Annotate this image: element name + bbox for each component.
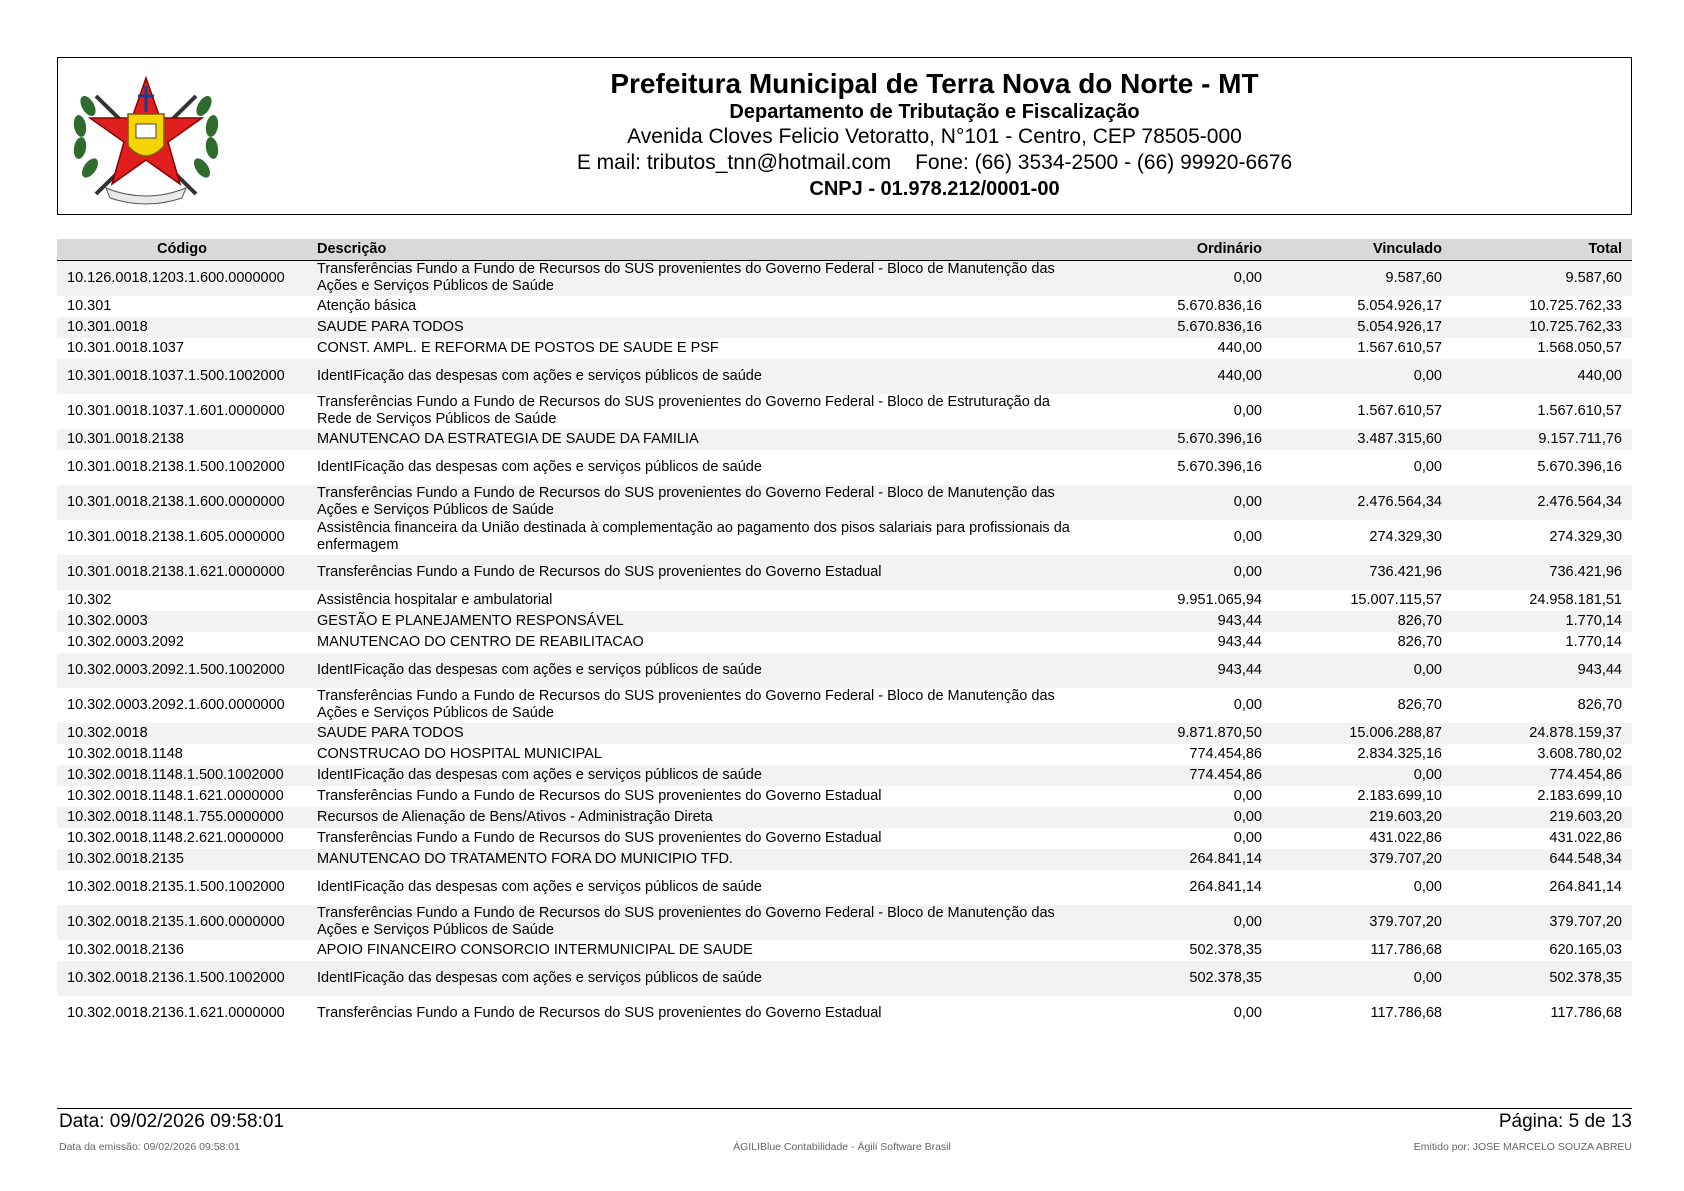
table-cell-description: Transferências Fundo a Fundo de Recursos do SUS provenientes do Governo Federal - Bloco de Estruturação da Rede de Serviços Públicos de Saúde — [307, 394, 1082, 429]
table-cell-code: 10.301.0018 — [57, 317, 307, 338]
table-cell-code: 10.302.0018.1148.1.621.0000000 — [57, 786, 307, 807]
table-row — [57, 317, 1632, 338]
table-row — [57, 632, 1632, 653]
table-cell-ordinary: 0,00 — [1082, 905, 1272, 940]
table-cell-linked: 379.707,20 — [1272, 905, 1452, 940]
emission-date: Data da emissão: 09/02/2026 09:58:01 — [59, 1141, 240, 1153]
column-header-description: Descrição — [307, 239, 1082, 261]
table-cell-ordinary: 0,00 — [1082, 485, 1272, 520]
table-row — [57, 870, 1632, 905]
table-cell-ordinary: 502.378,35 — [1082, 961, 1272, 996]
expense-table — [57, 239, 1632, 1031]
table-row — [57, 653, 1632, 688]
table-cell-linked: 117.786,68 — [1272, 996, 1452, 1031]
table-cell-linked: 3.487.315,60 — [1272, 429, 1452, 450]
table-cell-code: 10.126.0018.1203.1.600.0000000 — [57, 261, 307, 296]
table-cell-linked: 5.054.926,17 — [1272, 317, 1452, 338]
address: Avenida Cloves Felicio Vetoratto, N°101 - Centro, CEP 78505-000 — [627, 125, 1242, 148]
table-cell-description: GESTÃO E PLANEJAMENTO RESPONSÁVEL — [307, 611, 1082, 632]
table-cell-ordinary: 5.670.836,16 — [1082, 317, 1272, 338]
table-cell-code: 10.301.0018.1037 — [57, 338, 307, 359]
table-cell-code: 10.302.0018.2135.1.500.1002000 — [57, 870, 307, 905]
table-cell-ordinary: 0,00 — [1082, 996, 1272, 1031]
table-row — [57, 961, 1632, 996]
table-cell-linked: 2.476.564,34 — [1272, 485, 1452, 520]
column-header-code: Código — [57, 239, 307, 261]
table-cell-description: Assistência hospitalar e ambulatorial — [307, 590, 1082, 611]
table-cell-total: 117.786,68 — [1452, 996, 1632, 1031]
table-cell-total: 2.476.564,34 — [1452, 485, 1632, 520]
column-header-linked: Vinculado — [1272, 239, 1452, 261]
table-cell-ordinary: 440,00 — [1082, 359, 1272, 394]
table-cell-description: IdentIFicação das despesas com ações e serviços públicos de saúde — [307, 765, 1082, 786]
table-cell-code: 10.301.0018.2138.1.500.1002000 — [57, 450, 307, 485]
cnpj: CNPJ - 01.978.212/0001-00 — [809, 178, 1060, 200]
table-cell-total: 274.329,30 — [1452, 520, 1632, 555]
table-cell-code: 10.302.0003 — [57, 611, 307, 632]
table-cell-total: 1.770,14 — [1452, 611, 1632, 632]
table-cell-linked: 379.707,20 — [1272, 849, 1452, 870]
table-cell-description: MANUTENCAO DO TRATAMENTO FORA DO MUNICIPIO TFD. — [307, 849, 1082, 870]
table-cell-code: 10.302.0018.1148.1.755.0000000 — [57, 807, 307, 828]
table-cell-code: 10.302.0018.2136.1.500.1002000 — [57, 961, 307, 996]
table-cell-ordinary: 774.454,86 — [1082, 765, 1272, 786]
table-cell-description: Transferências Fundo a Fundo de Recursos do SUS provenientes do Governo Estadual — [307, 828, 1082, 849]
table-cell-total: 1.770,14 — [1452, 632, 1632, 653]
table-cell-linked: 9.587,60 — [1272, 261, 1452, 296]
table-cell-total: 219.603,20 — [1452, 807, 1632, 828]
table-cell-total: 774.454,86 — [1452, 765, 1632, 786]
software-credit: ÁGILIBlue Contabilidade - Ágili Software Brasil — [733, 1141, 951, 1153]
table-cell-linked: 117.786,68 — [1272, 940, 1452, 961]
table-cell-description: Recursos de Alienação de Bens/Ativos - Administração Direta — [307, 807, 1082, 828]
table-cell-total: 9.157.711,76 — [1452, 429, 1632, 450]
table-cell-description: CONST. AMPL. E REFORMA DE POSTOS DE SAUDE E PSF — [307, 338, 1082, 359]
table-cell-total: 379.707,20 — [1452, 905, 1632, 940]
table-cell-ordinary: 264.841,14 — [1082, 870, 1272, 905]
table-cell-code: 10.301.0018.2138.1.621.0000000 — [57, 555, 307, 590]
table-cell-description: MANUTENCAO DO CENTRO DE REABILITACAO — [307, 632, 1082, 653]
table-cell-ordinary: 264.841,14 — [1082, 849, 1272, 870]
table-cell-total: 943,44 — [1452, 653, 1632, 688]
table-cell-ordinary: 0,00 — [1082, 786, 1272, 807]
table-cell-ordinary: 5.670.396,16 — [1082, 450, 1272, 485]
table-cell-ordinary: 440,00 — [1082, 338, 1272, 359]
table-cell-linked: 15.007.115,57 — [1272, 590, 1452, 611]
table-row — [57, 261, 1632, 296]
table-cell-description: IdentIFicação das despesas com ações e serviços públicos de saúde — [307, 359, 1082, 394]
table-cell-ordinary: 5.670.396,16 — [1082, 429, 1272, 450]
table-cell-description: IdentIFicação das despesas com ações e serviços públicos de saúde — [307, 450, 1082, 485]
table-cell-total: 826,70 — [1452, 688, 1632, 723]
table-cell-total: 264.841,14 — [1452, 870, 1632, 905]
table-cell-description: MANUTENCAO DA ESTRATEGIA DE SAUDE DA FAMILIA — [307, 429, 1082, 450]
table-cell-ordinary: 943,44 — [1082, 632, 1272, 653]
table-row — [57, 940, 1632, 961]
table-cell-code: 10.302.0018.1148 — [57, 744, 307, 765]
table-cell-total: 5.670.396,16 — [1452, 450, 1632, 485]
table-cell-ordinary: 0,00 — [1082, 807, 1272, 828]
table-cell-code: 10.301 — [57, 296, 307, 317]
table-cell-total: 1.568.050,57 — [1452, 338, 1632, 359]
table-row — [57, 765, 1632, 786]
table-cell-total: 24.958.181,51 — [1452, 590, 1632, 611]
municipality-title: Prefeitura Municipal de Terra Nova do Norte - MT — [610, 68, 1259, 99]
table-cell-total: 644.548,34 — [1452, 849, 1632, 870]
table-cell-description: Atenção básica — [307, 296, 1082, 317]
table-cell-code: 10.302.0018.2135.1.600.0000000 — [57, 905, 307, 940]
report-header — [57, 57, 1632, 215]
table-row — [57, 688, 1632, 723]
table-cell-total: 24.878.159,37 — [1452, 723, 1632, 744]
table-cell-linked: 0,00 — [1272, 450, 1452, 485]
table-row — [57, 338, 1632, 359]
table-cell-total: 10.725.762,33 — [1452, 296, 1632, 317]
table-cell-code: 10.302 — [57, 590, 307, 611]
table-cell-code: 10.302.0003.2092 — [57, 632, 307, 653]
table-row — [57, 429, 1632, 450]
table-row — [57, 394, 1632, 429]
table-cell-description: APOIO FINANCEIRO CONSORCIO INTERMUNICIPAL DE SAUDE — [307, 940, 1082, 961]
table-cell-ordinary: 0,00 — [1082, 555, 1272, 590]
footer-date: Data: 09/02/2026 09:58:01 — [59, 1111, 285, 1132]
table-cell-description: Transferências Fundo a Fundo de Recursos do SUS provenientes do Governo Estadual — [307, 555, 1082, 590]
table-cell-code: 10.301.0018.1037.1.500.1002000 — [57, 359, 307, 394]
table-cell-code: 10.301.0018.2138.1.605.0000000 — [57, 520, 307, 555]
table-cell-ordinary: 0,00 — [1082, 261, 1272, 296]
department-name: Departamento de Tributação e Fiscalização — [729, 101, 1140, 123]
table-row — [57, 723, 1632, 744]
table-cell-code: 10.301.0018.2138 — [57, 429, 307, 450]
issuer-name: Emitido por: JOSE MARCELO SOUZA ABREU — [1413, 1141, 1632, 1153]
table-cell-description: IdentIFicação das despesas com ações e serviços públicos de saúde — [307, 961, 1082, 996]
table-row — [57, 611, 1632, 632]
table-row — [57, 849, 1632, 870]
table-cell-total: 736.421,96 — [1452, 555, 1632, 590]
table-cell-description: SAUDE PARA TODOS — [307, 723, 1082, 744]
table-cell-total: 440,00 — [1452, 359, 1632, 394]
table-cell-ordinary: 502.378,35 — [1082, 940, 1272, 961]
table-header-row — [57, 239, 1632, 261]
table-cell-description: IdentIFicação das despesas com ações e serviços públicos de saúde — [307, 653, 1082, 688]
table-cell-code: 10.302.0018.2136 — [57, 940, 307, 961]
table-cell-description: Transferências Fundo a Fundo de Recursos do SUS provenientes do Governo Federal - Bloco de Manutenção das Ações e Serviços Públicos de Saúde — [307, 485, 1082, 520]
page-number: Página: 5 de 13 — [1498, 1111, 1632, 1132]
table-cell-code: 10.302.0003.2092.1.500.1002000 — [57, 653, 307, 688]
footer-divider — [57, 1108, 1632, 1109]
table-row — [57, 786, 1632, 807]
contact-line — [258, 150, 1611, 176]
table-cell-code: 10.302.0018.2136.1.621.0000000 — [57, 996, 307, 1031]
table-cell-linked: 0,00 — [1272, 870, 1452, 905]
table-cell-linked: 1.567.610,57 — [1272, 394, 1452, 429]
table-cell-ordinary: 5.670.836,16 — [1082, 296, 1272, 317]
table-cell-description: IdentIFicação das despesas com ações e serviços públicos de saúde — [307, 870, 1082, 905]
table-cell-ordinary: 9.951.065,94 — [1082, 590, 1272, 611]
table-cell-total: 10.725.762,33 — [1452, 317, 1632, 338]
table-cell-code: 10.302.0018 — [57, 723, 307, 744]
table-row — [57, 828, 1632, 849]
table-cell-description: SAUDE PARA TODOS — [307, 317, 1082, 338]
municipal-crest-icon — [66, 66, 226, 206]
table-row — [57, 450, 1632, 485]
table-cell-linked: 5.054.926,17 — [1272, 296, 1452, 317]
table-cell-total: 2.183.699,10 — [1452, 786, 1632, 807]
table-cell-code: 10.302.0003.2092.1.600.0000000 — [57, 688, 307, 723]
table-cell-code: 10.302.0018.1148.1.500.1002000 — [57, 765, 307, 786]
table-cell-description: CONSTRUCAO DO HOSPITAL MUNICIPAL — [307, 744, 1082, 765]
table-cell-ordinary: 0,00 — [1082, 394, 1272, 429]
table-cell-ordinary: 774.454,86 — [1082, 744, 1272, 765]
table-cell-description: Transferências Fundo a Fundo de Recursos do SUS provenientes do Governo Estadual — [307, 786, 1082, 807]
table-row — [57, 807, 1632, 828]
table-cell-linked: 826,70 — [1272, 611, 1452, 632]
table-cell-linked: 0,00 — [1272, 653, 1452, 688]
table-cell-linked: 2.183.699,10 — [1272, 786, 1452, 807]
table-row — [57, 296, 1632, 317]
table-cell-ordinary: 943,44 — [1082, 611, 1272, 632]
table-cell-description: Transferências Fundo a Fundo de Recursos do SUS provenientes do Governo Federal - Bloco de Manutenção das Ações e Serviços Públicos de Saúde — [307, 688, 1082, 723]
table-row — [57, 905, 1632, 940]
table-cell-code: 10.301.0018.2138.1.600.0000000 — [57, 485, 307, 520]
table-cell-code: 10.302.0018.2135 — [57, 849, 307, 870]
table-row — [57, 485, 1632, 520]
table-cell-linked: 0,00 — [1272, 765, 1452, 786]
table-cell-linked: 1.567.610,57 — [1272, 338, 1452, 359]
table-cell-linked: 826,70 — [1272, 632, 1452, 653]
phone: Fone: (66) 3534-2500 - (66) 99920-6676 — [915, 151, 1293, 174]
table-cell-total: 3.608.780,02 — [1452, 744, 1632, 765]
table-cell-description: Transferências Fundo a Fundo de Recursos do SUS provenientes do Governo Federal - Bloco de Manutenção das Ações e Serviços Públicos de Saúde — [307, 261, 1082, 296]
table-cell-ordinary: 0,00 — [1082, 520, 1272, 555]
table-cell-ordinary: 0,00 — [1082, 688, 1272, 723]
table-cell-total: 431.022,86 — [1452, 828, 1632, 849]
table-cell-linked: 431.022,86 — [1272, 828, 1452, 849]
table-cell-ordinary: 9.871.870,50 — [1082, 723, 1272, 744]
table-body — [57, 261, 1632, 1031]
email: E mail: tributos_tnn@hotmail.com — [576, 151, 892, 174]
table-cell-description: Transferências Fundo a Fundo de Recursos do SUS provenientes do Governo Federal - Bloco de Manutenção das Ações e Serviços Públicos de Saúde — [307, 905, 1082, 940]
table-cell-linked: 0,00 — [1272, 359, 1452, 394]
table-cell-total: 9.587,60 — [1452, 261, 1632, 296]
column-header-ordinary: Ordinário — [1082, 239, 1272, 261]
table-cell-linked: 219.603,20 — [1272, 807, 1452, 828]
table-cell-linked: 15.006.288,87 — [1272, 723, 1452, 744]
table-row — [57, 744, 1632, 765]
table-row — [57, 996, 1632, 1031]
table-row — [57, 359, 1632, 394]
table-cell-linked: 736.421,96 — [1272, 555, 1452, 590]
table-cell-total: 1.567.610,57 — [1452, 394, 1632, 429]
table-cell-code: 10.302.0018.1148.2.621.0000000 — [57, 828, 307, 849]
table-row — [57, 520, 1632, 555]
table-cell-ordinary: 943,44 — [1082, 653, 1272, 688]
table-cell-linked: 0,00 — [1272, 961, 1452, 996]
table-cell-total: 620.165,03 — [1452, 940, 1632, 961]
table-row — [57, 590, 1632, 611]
table-cell-linked: 826,70 — [1272, 688, 1452, 723]
table-cell-linked: 274.329,30 — [1272, 520, 1452, 555]
column-header-total: Total — [1452, 239, 1632, 261]
table-cell-description: Transferências Fundo a Fundo de Recursos do SUS provenientes do Governo Estadual — [307, 996, 1082, 1031]
table-cell-description: Assistência financeira da União destinada à complementação ao pagamento dos pisos salariais para profissionais da enfermagem — [307, 520, 1082, 555]
table-cell-ordinary: 0,00 — [1082, 828, 1272, 849]
table-cell-code: 10.301.0018.1037.1.601.0000000 — [57, 394, 307, 429]
table-cell-total: 502.378,35 — [1452, 961, 1632, 996]
table-cell-linked: 2.834.325,16 — [1272, 744, 1452, 765]
table-row — [57, 555, 1632, 590]
